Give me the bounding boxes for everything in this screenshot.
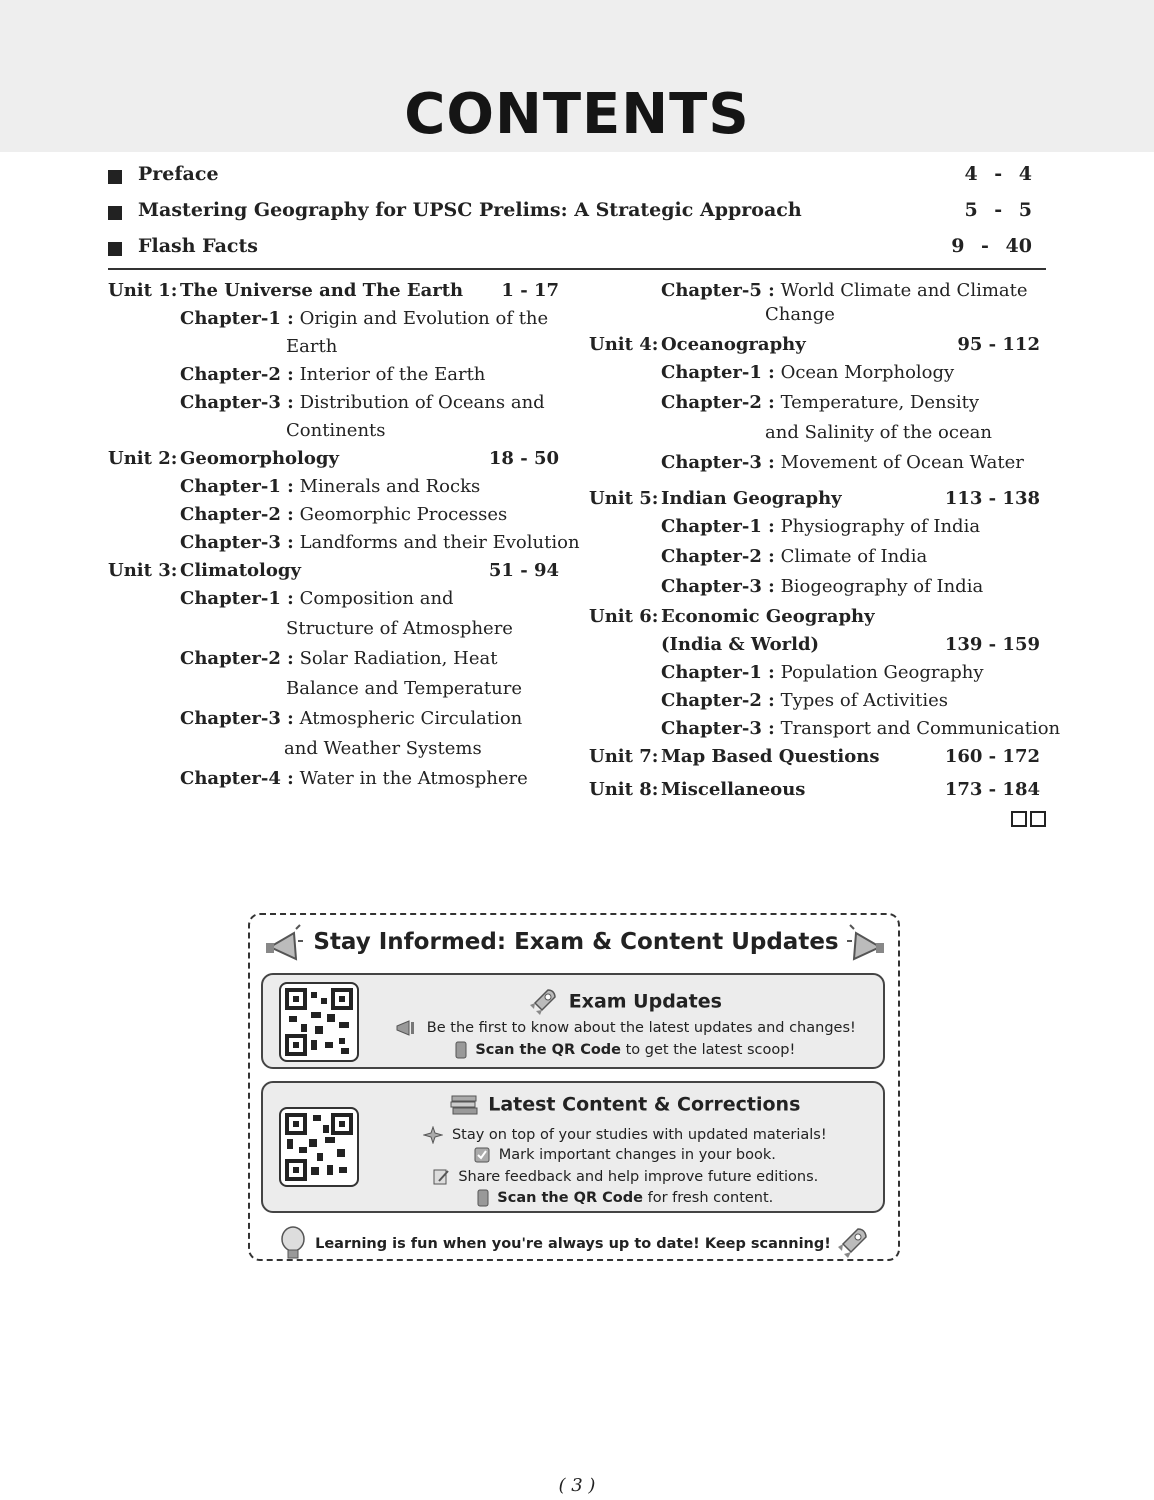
exam-updates-title: Exam Updates: [568, 990, 722, 1013]
chapter-entry[interactable]: [661, 718, 1060, 739]
phone-icon: [477, 1189, 489, 1207]
chapter-title-cont: Balance and Temperature: [286, 678, 522, 699]
scan-qr-text: Scan the QR Code: [475, 1042, 622, 1058]
sparkle-icon: [423, 1126, 443, 1144]
books-icon: [450, 1093, 478, 1117]
unit-pages: 95 - 112: [957, 334, 1040, 355]
unit-title[interactable]: Map Based Questions: [661, 746, 880, 767]
exam-updates-line-1: [363, 1019, 887, 1037]
toc-item-pages: 9 - 40: [951, 235, 1032, 257]
chapter-entry[interactable]: [180, 708, 522, 729]
end-mark-icon: [1011, 811, 1049, 831]
unit-pages: 113 - 138: [944, 488, 1040, 509]
bullet-icon: [108, 170, 122, 184]
chapter-title-cont: and Salinity of the ocean: [765, 422, 992, 443]
latest-content-line-1: [363, 1126, 887, 1144]
chapter-label: Chapter-2 :: [661, 546, 775, 567]
chapter-label: Chapter-1 :: [661, 516, 775, 537]
chapter-entry[interactable]: [661, 576, 983, 597]
bullet-icon: [108, 242, 122, 256]
rocket-icon: [528, 987, 558, 1017]
chapter-title: Solar Radiation, Heat: [299, 648, 498, 669]
latest-content-text: for fresh content.: [642, 1190, 774, 1206]
chapter-label: Chapter-1 :: [180, 588, 294, 609]
chapter-label: Chapter-3 :: [661, 452, 775, 473]
chapter-label: Chapter-4 :: [180, 768, 294, 789]
updates-title: Stay Informed: Exam & Content Updates: [313, 929, 839, 955]
chapter-label: Chapter-3 :: [661, 718, 775, 739]
toc-item-pages: 5 - 5: [964, 199, 1032, 221]
chapter-title: Temperature, Density: [780, 392, 980, 413]
page-title: CONTENTS: [404, 82, 750, 147]
chapter-entry[interactable]: [661, 516, 980, 537]
rocket-icon: [836, 1226, 868, 1262]
unit-label: Unit 2:: [108, 448, 178, 469]
chapter-title: World Climate and Climate: [780, 280, 1028, 301]
chapter-title: Transport and Communication: [780, 718, 1061, 739]
exam-updates-panel: [261, 973, 885, 1069]
unit-label: Unit 6:: [589, 606, 659, 627]
chapter-title: Types of Activities: [780, 690, 948, 711]
latest-content-text: Share feedback and help improve future editions.: [458, 1169, 819, 1185]
unit-title[interactable]: The Universe and The Earth: [180, 280, 464, 301]
latest-content-panel: [261, 1081, 885, 1213]
unit-pages: 160 - 172: [944, 746, 1040, 767]
bullhorn-icon: [394, 1019, 418, 1037]
unit-title[interactable]: Indian Geography: [661, 488, 842, 509]
chapter-entry[interactable]: [180, 588, 454, 609]
chapter-entry[interactable]: [661, 280, 1028, 301]
toc-item-pages: 4 - 4: [964, 163, 1032, 185]
chapter-entry[interactable]: [180, 532, 580, 553]
chapter-entry[interactable]: [180, 648, 497, 669]
chapter-label: Chapter-2 :: [661, 690, 775, 711]
latest-content-text: Mark important changes in your book.: [498, 1147, 776, 1163]
chapter-title: Origin and Evolution of the: [299, 308, 549, 329]
chapter-label: Chapter-1 :: [180, 476, 294, 497]
chapter-label: Chapter-2 :: [180, 648, 294, 669]
chapter-label: Chapter-2 :: [661, 392, 775, 413]
updates-footer-note: [250, 1225, 902, 1263]
toc-item-label: Mastering Geography for UPSC Prelims: A Strategic Approach: [138, 199, 802, 221]
chapter-entry[interactable]: [661, 662, 984, 683]
chapter-title: Geomorphic Processes: [299, 504, 508, 525]
chapter-label: Chapter-3 :: [661, 576, 775, 597]
chapter-title: Population Geography: [780, 662, 984, 683]
unit-title[interactable]: Oceanography: [661, 334, 806, 355]
chapter-entry[interactable]: [661, 362, 954, 383]
chapter-title: Ocean Morphology: [780, 362, 955, 383]
chapter-entry[interactable]: [180, 392, 545, 413]
chapter-title: Atmospheric Circulation: [299, 708, 523, 729]
chapter-entry[interactable]: [661, 392, 979, 413]
toc-item-label: Flash Facts: [138, 235, 258, 257]
unit-label: Unit 8:: [589, 779, 659, 800]
chapter-title: Distribution of Oceans and: [299, 392, 545, 413]
latest-content-text: Stay on top of your studies with updated materials!: [451, 1127, 827, 1143]
unit-pages: 51 - 94: [488, 560, 559, 581]
chapter-label: Chapter-1 :: [661, 662, 775, 683]
chapter-entry[interactable]: [180, 476, 480, 497]
chapter-entry[interactable]: [180, 308, 548, 329]
divider: [108, 268, 1046, 270]
chapter-title: Movement of Ocean Water: [780, 452, 1024, 473]
bullet-icon: [108, 206, 122, 220]
chapter-title-cont: Change: [765, 304, 835, 325]
latest-content-line-2: [363, 1147, 887, 1163]
chapter-entry[interactable]: [661, 690, 948, 711]
unit-title-cont: (India & World): [661, 634, 820, 655]
unit-pages: 139 - 159: [944, 634, 1040, 655]
toc-item-mastering-geography[interactable]: [108, 199, 1046, 229]
unit-label: Unit 4:: [589, 334, 659, 355]
exam-updates-line-2: [363, 1041, 887, 1059]
chapter-label: Chapter-2 :: [180, 364, 294, 385]
toc-item-preface[interactable]: [108, 163, 1046, 193]
chapter-entry[interactable]: [661, 546, 927, 567]
toc-item-label: Preface: [138, 163, 219, 185]
updates-footer-text: Learning is fun when you're always up to date! Keep scanning!: [315, 1236, 831, 1252]
chapter-title: Biogeography of India: [780, 576, 984, 597]
qr-code-icon[interactable]: [279, 1107, 359, 1187]
chapter-title: Physiography of India: [780, 516, 981, 537]
unit-title[interactable]: Miscellaneous: [661, 779, 806, 800]
chapter-label: Chapter-5 :: [661, 280, 775, 301]
chapter-title-cont: and Weather Systems: [284, 738, 482, 759]
toc-item-flash-facts[interactable]: [108, 235, 1046, 265]
updates-box: [248, 913, 900, 1261]
chapter-label: Chapter-3 :: [180, 708, 294, 729]
chapter-label: Chapter-3 :: [180, 392, 294, 413]
latest-content-line-3: [363, 1168, 887, 1186]
chapter-title: Water in the Atmosphere: [299, 768, 528, 789]
latest-content-title: Latest Content & Corrections: [488, 1093, 801, 1116]
unit-label: Unit 1:: [108, 280, 178, 301]
unit-pages: 1 - 17: [501, 280, 559, 301]
chapter-title: Composition and: [299, 588, 454, 609]
unit-label: Unit 7:: [589, 746, 659, 767]
unit-pages: 173 - 184: [944, 779, 1040, 800]
unit-label: Unit 5:: [589, 488, 659, 509]
unit-title[interactable]: Climatology: [180, 560, 301, 581]
chapter-title: Interior of the Earth: [299, 364, 486, 385]
exam-updates-heading: [363, 987, 887, 1017]
chapter-title: Landforms and their Evolution: [299, 532, 580, 553]
chapter-title-cont: Continents: [286, 420, 386, 441]
exam-updates-text: Be the first to know about the latest updates and changes!: [426, 1020, 856, 1036]
chapter-label: Chapter-2 :: [180, 504, 294, 525]
unit-title[interactable]: Economic Geography: [661, 606, 875, 627]
qr-code-icon[interactable]: [279, 982, 359, 1062]
chapter-entry[interactable]: [180, 768, 528, 789]
chapter-entry[interactable]: [661, 452, 1024, 473]
unit-pages: 18 - 50: [488, 448, 559, 469]
checkbox-icon: [474, 1147, 490, 1163]
chapter-title: Minerals and Rocks: [299, 476, 481, 497]
chapter-entry[interactable]: [180, 364, 485, 385]
chapter-label: Chapter-3 :: [180, 532, 294, 553]
chapter-title-cont: Earth: [286, 336, 338, 357]
chapter-title: Climate of India: [780, 546, 928, 567]
memo-icon: [432, 1168, 450, 1186]
page-number: ( 3 ): [558, 1475, 596, 1496]
phone-icon: [455, 1041, 467, 1059]
latest-content-line-4: [363, 1189, 887, 1207]
chapter-entry[interactable]: [180, 504, 507, 525]
chapter-title-cont: Structure of Atmosphere: [286, 618, 513, 639]
lightbulb-icon: [280, 1225, 306, 1263]
unit-label: Unit 3:: [108, 560, 178, 581]
chapter-label: Chapter-1 :: [661, 362, 775, 383]
scan-qr-text: Scan the QR Code: [497, 1190, 643, 1206]
chapter-label: Chapter-1 :: [180, 308, 294, 329]
exam-updates-text: to get the latest scoop!: [621, 1042, 796, 1058]
unit-title[interactable]: Geomorphology: [180, 448, 339, 469]
latest-content-heading: [363, 1093, 887, 1117]
